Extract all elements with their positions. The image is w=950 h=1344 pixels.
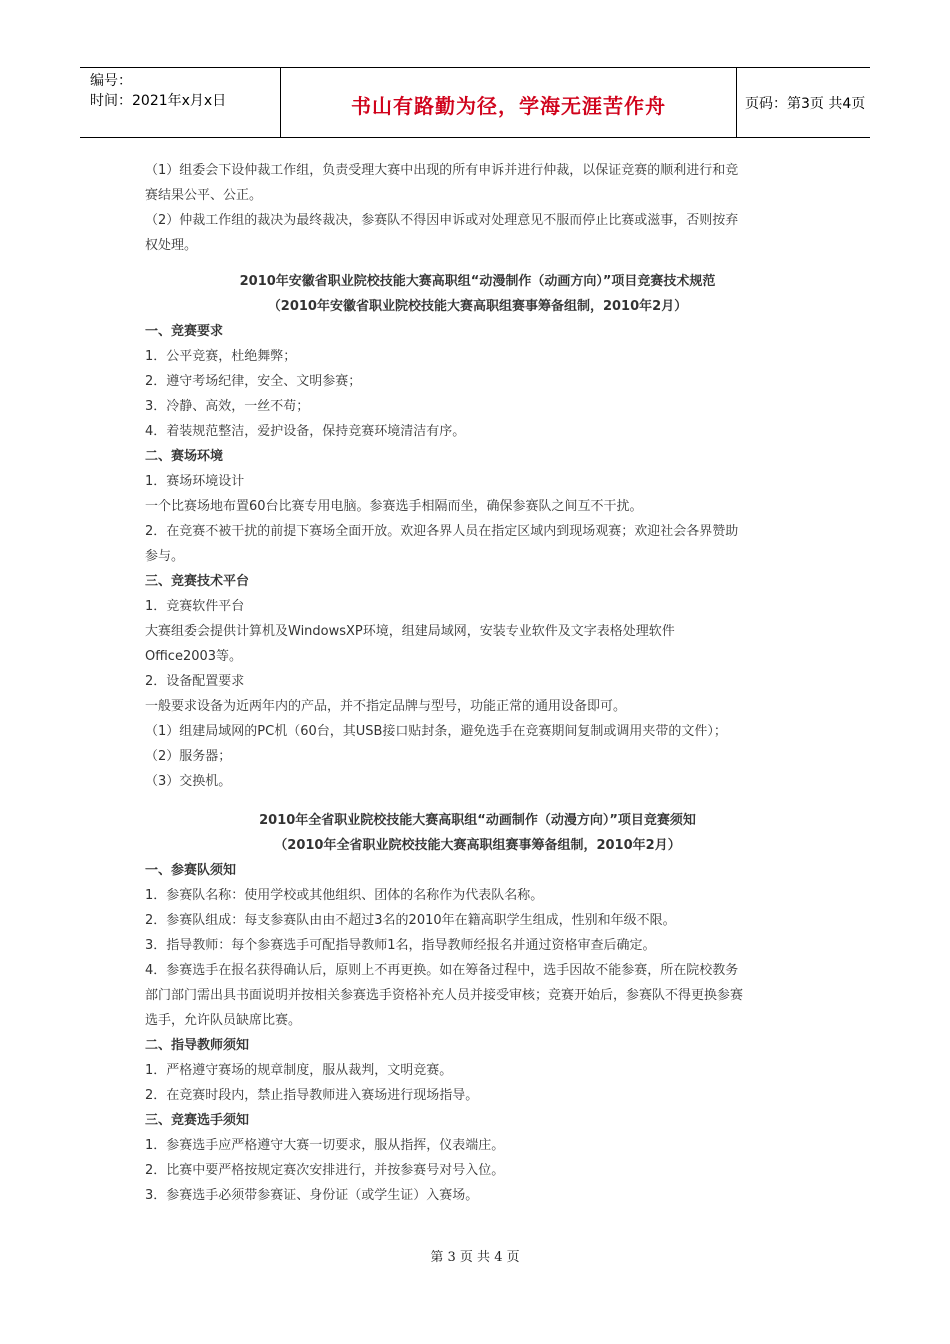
number-label: 编号： xyxy=(90,73,132,89)
paragraph-line: （1）组建局域网的PC机（60台，其USB接口贴封条，避免选手在竞赛期间复制或调用夹带的文件）； xyxy=(145,724,727,739)
paragraph-line: 1．公平竞赛，杜绝舞弊； xyxy=(145,349,297,364)
paragraph-line: 2．设备配置要求 xyxy=(145,674,245,689)
paragraph-line: 选手，允许队员缺席比赛。 xyxy=(145,1013,302,1028)
paragraph-line: Office2003等。 xyxy=(145,649,243,664)
section-subtitle: （2010年安徽省职业院校技能大赛高职组赛事筹备组制，2010年2月） xyxy=(267,299,688,314)
paragraph-line: 参与。 xyxy=(145,549,185,564)
paragraph-line: 1．竞赛软件平台 xyxy=(145,599,245,614)
section-title: 2010年安徽省职业院校技能大赛高职组“动漫制作（动画方向）”项目竞赛技术规范 xyxy=(239,274,716,289)
page-info: 页码：第3页 共4页 xyxy=(745,96,866,112)
paragraph-line: 1．参赛队名称：使用学校或其他组织、团体的名称作为代表队名称。 xyxy=(145,888,544,903)
header-page-cell xyxy=(737,68,870,137)
document-body xyxy=(145,158,810,1208)
header-meta-cell xyxy=(80,68,281,137)
paragraph-line: （3）交换机。 xyxy=(145,774,232,789)
section-heading: 二、指导教师须知 xyxy=(145,1038,250,1053)
paragraph-line: 一个比赛场地布置60台比赛专用电脑。参赛选手相隔而坐，确保参赛队之间互不干扰。 xyxy=(145,499,643,514)
paragraph-line: 大赛组委会提供计算机及WindowsXP环境，组建局域网，安装专业软件及文字表格处理软件 xyxy=(145,624,675,639)
header-slogan-cell xyxy=(281,68,737,137)
page-footer: 第 3 页 共 4 页 xyxy=(430,1250,520,1265)
time-label: 时间：2021年x月x日 xyxy=(90,93,227,109)
slogan: 书山有路勤为径，学海无涯苦作舟 xyxy=(351,94,666,118)
paragraph-line: 4．着装规范整洁，爱护设备，保持竞赛环境清洁有序。 xyxy=(145,424,466,439)
section-lines xyxy=(145,319,810,794)
section-heading: 一、参赛队须知 xyxy=(145,863,237,878)
section-lines xyxy=(145,858,810,1208)
paragraph-line: 2．参赛队组成：每支参赛队由由不超过3名的2010年在籍高职学生组成，性别和年级不限。 xyxy=(145,913,676,928)
paragraph-line: 1．严格遵守赛场的规章制度，服从裁判，文明竞赛。 xyxy=(145,1063,453,1078)
paragraph-line: （1）组委会下设仲裁工作组，负责受理大赛中出现的所有申诉并进行仲裁，以保证竞赛的顺利进行和竞 xyxy=(145,163,739,178)
section-subtitle: （2010年全省职业院校技能大赛高职组赛事筹备组制，2010年2月） xyxy=(274,838,681,853)
paragraph-line: 3．冷静、高效，一丝不苟； xyxy=(145,399,310,414)
paragraph-line: 1．赛场环境设计 xyxy=(145,474,245,489)
paragraph-line: 部门部门需出具书面说明并按相关参赛选手资格补充人员并接受审核；竞赛开始后，参赛队不得更换参赛 xyxy=(145,988,744,1003)
paragraph-line: 权处理。 xyxy=(145,238,198,253)
section-heading: 一、竞赛要求 xyxy=(145,324,224,339)
section-heading: 三、竞赛选手须知 xyxy=(145,1113,250,1128)
section-title: 2010年全省职业院校技能大赛高职组“动画制作（动漫方向）”项目竞赛须知 xyxy=(259,813,696,828)
paragraph-line: 2．遵守考场纪律，安全、文明参赛； xyxy=(145,374,362,389)
paragraph-line: 一般要求设备为近两年内的产品，并不指定品牌与型号，功能正常的通用设备即可。 xyxy=(145,699,627,714)
section-heading: 二、赛场环境 xyxy=(145,449,224,464)
paragraph-line: （2）服务器； xyxy=(145,749,232,764)
paragraph-line: 1．参赛选手应严格遵守大赛一切要求，服从指挥，仪表端庄。 xyxy=(145,1138,505,1153)
paragraph-line: 2．比赛中要严格按规定赛次安排进行，并按参赛号对号入位。 xyxy=(145,1163,505,1178)
paragraph-line: 4．参赛选手在报名获得确认后，原则上不再更换。如在筹备过程中，选手因故不能参赛，所在院校教务 xyxy=(145,963,739,978)
paragraph-line: 2．在竞赛时段内，禁止指导教师进入赛场进行现场指导。 xyxy=(145,1088,479,1103)
paragraph-line: （2）仲裁工作组的裁决为最终裁决，参赛队不得因申诉或对处理意见不服而停止比赛或滋事，否则按弃 xyxy=(145,213,739,228)
paragraph-line: 3．指导教师：每个参赛选手可配指导教师1名，指导教师经报名并通过资格审查后确定。 xyxy=(145,938,656,953)
section-heading: 三、竞赛技术平台 xyxy=(145,574,250,589)
paragraph-line: 3．参赛选手必须带参赛证、身份证（或学生证）入赛场。 xyxy=(145,1188,479,1203)
page-header xyxy=(80,67,870,138)
paragraph-line: 赛结果公平、公正。 xyxy=(145,188,263,203)
paragraph-line: 2．在竞赛不被干扰的前提下赛场全面开放。欢迎各界人员在指定区域内到现场观赛；欢迎社会各界赞助 xyxy=(145,524,739,539)
